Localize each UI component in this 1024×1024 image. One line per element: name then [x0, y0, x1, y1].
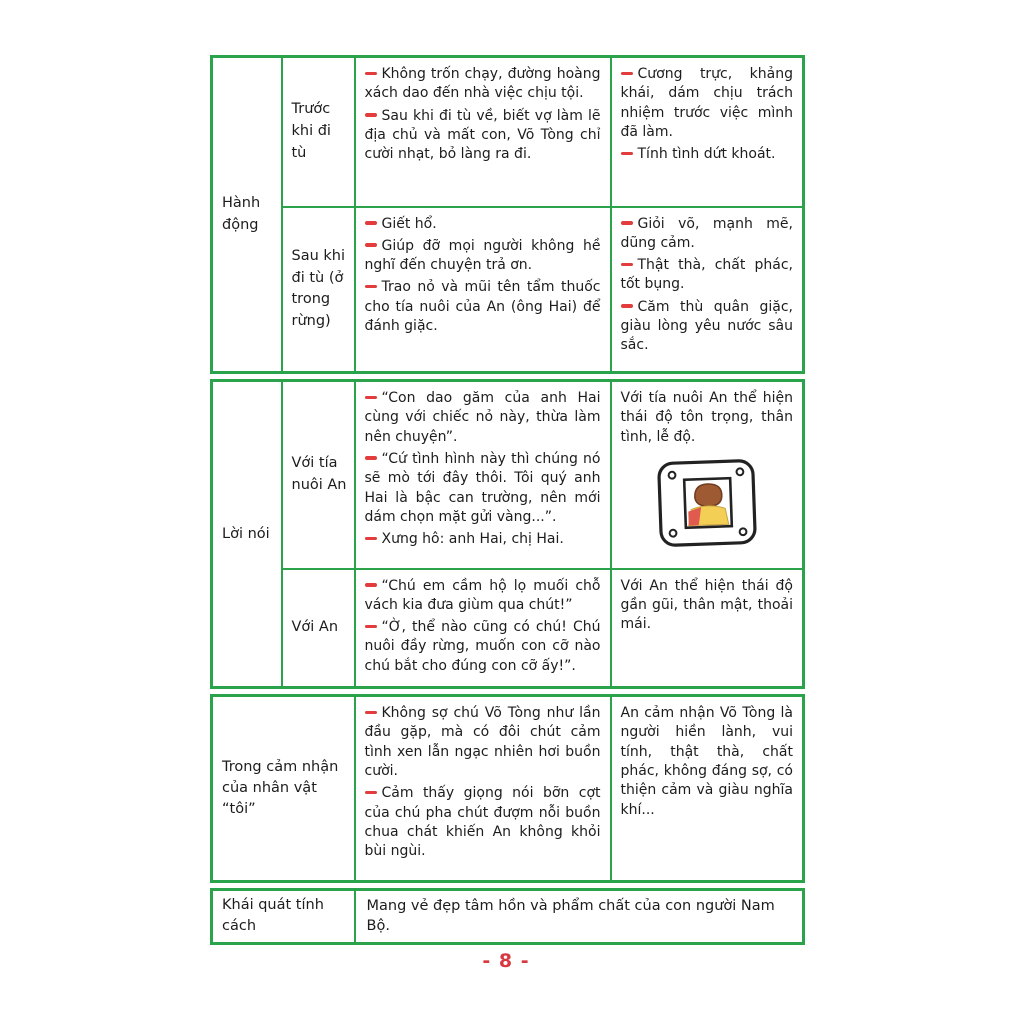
details-cell: [355, 569, 611, 688]
bullet-item: Giết hổ.: [365, 215, 601, 234]
summary-cell: Mang vẻ đẹp tâm hồn và phẩm chất của con người Nam Bộ.: [355, 890, 804, 944]
bullet-item: “Cứ tình hình này thì chúng nó sẽ mò tới đây thôi. Tôi quý anh Hai là bậc can trường, nên mới dám chọn mặt gửi vàng...”.: [365, 450, 601, 527]
row-label-loi-noi: Lời nói: [212, 381, 282, 688]
qualities-cell: [611, 57, 804, 207]
bullet-item: Tính tình dứt khoát.: [621, 145, 794, 164]
section-cam-nhan: [210, 694, 805, 883]
bullet-item: Thật thà, chất phác, tốt bụng.: [621, 256, 794, 295]
details-cell: [355, 696, 611, 882]
quality-text: Với tía nuôi An thể hiện thái độ tôn trọng, thân tình, lễ độ.: [620, 390, 793, 445]
qualities-cell: [611, 569, 804, 688]
bullet-item: Xưng hô: anh Hai, chị Hai.: [365, 530, 601, 549]
bullet-item: Sau khi đi tù về, biết vợ làm lẽ địa chủ và mất con, Võ Tòng chỉ cười nhạt, bỏ làng ra đi.: [365, 107, 601, 165]
bullet-item: Giúp đỡ mọi người không hề nghĩ đến chuyện trả ơn.: [365, 237, 601, 276]
quality-text: An cảm nhận Võ Tòng là người hiền lành, vui tính, thật thà, chất phác, không đáng sợ, có thiện cảm và giàu nghĩa khí...: [620, 705, 793, 818]
bullet-item: Cương trực, khảng khái, dám chịu trách nhiệm trước việc mình đã làm.: [621, 65, 794, 142]
framed-portrait-illustration: [655, 457, 759, 549]
sub-label-voi-tia-nuoi-an: Với tía nuôi An: [282, 381, 355, 569]
bullet-item: “Chú em cầm hộ lọ muối chỗ vách kia đưa giùm qua chút!”: [365, 577, 601, 616]
qualities-cell: [611, 381, 804, 569]
section-hanh-dong: [210, 55, 805, 374]
bullet-item: Không trốn chạy, đường hoàng xách dao đến nhà việc chịu tội.: [365, 65, 601, 104]
page-number: - 8 -: [482, 950, 530, 972]
sub-label-sau-khi-di-tu: Sau khi đi tù (ở trong rừng): [282, 207, 355, 373]
bullet-item: “Ờ, thể nào cũng có chú! Chú nuôi đầy rừng, muốn con cỡ nào chú bắt cho đúng con cỡ ấy!”.: [365, 618, 601, 676]
bullet-item: Căm thù quân giặc, giàu lòng yêu nước sâu sắc.: [621, 298, 794, 356]
sub-label-truoc-khi-di-tu: Trước khi đi tù: [282, 57, 355, 207]
qualities-cell: [611, 207, 804, 373]
character-analysis-table: [210, 55, 802, 950]
illustration-wrapper: [621, 457, 794, 555]
bullet-item: Giỏi võ, mạnh mẽ, dũng cảm.: [621, 215, 794, 254]
bullet-item: Cảm thấy giọng nói bỡn cợt của chú pha chút đượm nỗi buồn chua chát khiến An không khỏi bùi ngùi.: [365, 784, 601, 861]
details-cell: [355, 207, 611, 373]
bullet-item: Không sợ chú Võ Tòng như lần đầu gặp, mà có đôi chút cảm tình xen lẫn ngạc nhiên hơi buồn cười.: [365, 704, 601, 781]
row-label-khai-quat: Khái quát tính cách: [212, 890, 355, 944]
row-label-hanh-dong: Hành động: [212, 57, 282, 373]
sub-label-voi-an: Với An: [282, 569, 355, 688]
details-cell: [355, 381, 611, 569]
qualities-cell: [611, 696, 804, 882]
section-loi-noi: [210, 379, 805, 689]
section-khai-quat: [210, 888, 805, 945]
quality-text: Với An thể hiện thái độ gần gũi, thân mật, thoải mái.: [620, 577, 793, 633]
bullet-item: “Con dao găm của anh Hai cùng với chiếc nỏ này, thừa làm nên chuyện”.: [365, 389, 601, 447]
details-cell: [355, 57, 611, 207]
row-label-cam-nhan: Trong cảm nhận của nhân vật “tôi”: [212, 696, 355, 882]
bullet-item: Trao nỏ và mũi tên tẩm thuốc cho tía nuôi của An (ông Hai) để đánh giặc.: [365, 278, 601, 336]
